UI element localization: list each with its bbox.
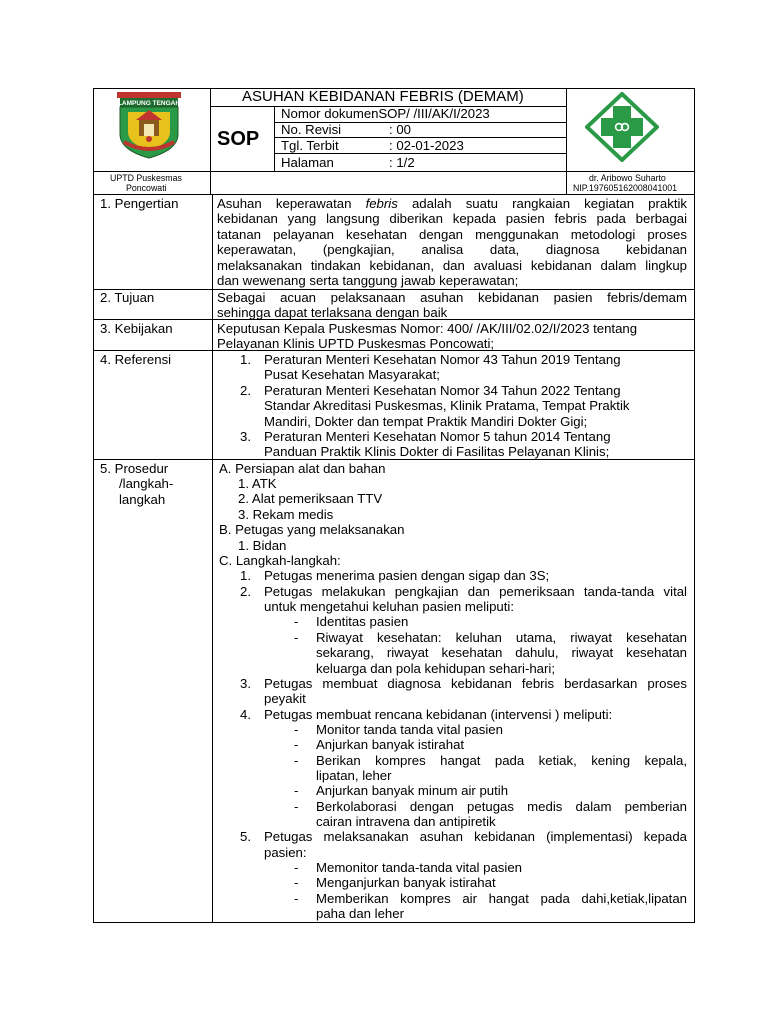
referensi-2-line-2: Standar Akreditasi Puskesmas, Klinik Pratama, Tempat Praktik (264, 398, 630, 413)
step-5-line-2: pasien: (264, 845, 307, 860)
step-4-bullet-5-line-2: cairan intravena dan antipiretik (316, 814, 496, 829)
kebijakan-line-2: Pelayanan Klinis UPTD Puskesmas Poncowati; (217, 336, 495, 351)
tujuan-line-2: sehingga dapat terlaksana dengan baik (217, 305, 448, 320)
step-2-line-2: untuk mengetahui keluhan pasien meliputi: (264, 599, 514, 614)
puskesmas-cross-icon (585, 92, 659, 162)
prosedur-c-heading: C. Langkah-langkah: (219, 553, 341, 568)
document-title: ASUHAN KEBIDANAN FEBRIS (DEMAM) (242, 88, 524, 105)
step-4-bullet-1: Monitor tanda tanda vital pasien (316, 722, 503, 737)
field-label-revisi: No. Revisi (281, 122, 342, 137)
referensi-num-2: 2. (240, 383, 251, 398)
section-label-prosedur-2: /langkah- (119, 476, 174, 491)
svg-text:LAMPUNG TENGAH: LAMPUNG TENGAH (117, 100, 181, 107)
step-5-bullet-1: Memonitor tanda-tanda vital pasien (316, 860, 522, 875)
step-5-bullet-3-line-2: paha dan leher (316, 906, 404, 921)
pengertian-line-3: tatanan pelayanan kesehatan dengan menggunakan metodologi proses (217, 227, 687, 242)
section-label-referensi: 4. Referensi (100, 352, 172, 367)
referensi-1-line-1: Peraturan Menteri Kesehatan Nomor 43 Tahun 2019 Tentang (264, 352, 621, 367)
step-2-bullet-2-line-3: keluarga dan pola kehidupan sehari-hari; (316, 661, 556, 676)
field-value-nomor: : SOP/ /III/AK/I/2023 (371, 106, 490, 121)
step-4-bullet-4: Anjurkan banyak minum air putih (316, 783, 509, 798)
pengertian-line-5: melaksanakan tindakan kebidanan, dan avaluasi kebidanan dalam lingkup (217, 258, 687, 273)
step-2-num: 2. (240, 584, 251, 599)
left-caption-line-2: Poncowati (126, 183, 167, 193)
kebijakan-line-1: Keputusan Kepala Puskesmas Nomor: 400/ /AK/III/02.02/I/2023 tentang (217, 321, 638, 336)
section-label-prosedur-1: 5. Prosedur (100, 461, 169, 476)
referensi-num-3: 3. (240, 429, 251, 444)
bullet-dash: - (294, 737, 299, 752)
step-4-bullet-3-line-2: lipatan, leher (316, 768, 392, 783)
referensi-2-line-3: Mandiri, Dokter dan tempat Praktik Mandiri Dokter Gigi; (264, 414, 588, 429)
step-2-bullet-1: Identitas pasien (316, 614, 409, 629)
signer-nip: NIP.197605162008041001 (573, 183, 678, 193)
step-3-line-2: peyakit (264, 691, 306, 706)
step-4-bullet-5-line-1: Berkolaborasi dengan petugas medis dalam pemberian (316, 799, 687, 814)
step-1-line-1: Petugas menerima pasien dengan sigap dan 3S; (264, 568, 550, 583)
step-4-bullet-2: Anjurkan banyak istirahat (316, 737, 465, 752)
section-label-pengertian: 1. Pengertian (100, 196, 179, 211)
step-5-bullet-2: Menganjurkan banyak istirahat (316, 875, 496, 890)
bullet-dash: - (294, 783, 299, 798)
pengertian-line-2: kebidanan yang langsung diberikan kepada pasien febris pada berbagai (217, 211, 687, 226)
tujuan-line-1: Sebagai acuan pelaksanaan asuhan kebidanan pasien febris/demam (217, 290, 687, 305)
step-1-num: 1. (240, 568, 251, 583)
field-value-revisi: : 00 (389, 122, 411, 137)
bullet-dash: - (294, 753, 299, 768)
field-label-halaman: Halaman (281, 155, 334, 170)
prosedur-a-item-1: 1. ATK (238, 476, 277, 491)
signer-name: dr. Aribowo Suharto (589, 173, 666, 183)
bullet-dash: - (294, 630, 299, 645)
step-5-bullet-3-line-1: Memberikan kompres air hangat pada dahi,ketiak,lipatan (316, 891, 687, 906)
step-4-num: 4. (240, 707, 251, 722)
regency-emblem-icon (114, 92, 184, 160)
step-4-bullet-3-line-1: Berikan kompres hangat pada ketiak, kening kepala, (316, 753, 687, 768)
referensi-num-1: 1. (240, 352, 251, 367)
bullet-dash: - (294, 722, 299, 737)
prosedur-b-item-1: 1. Bidan (238, 538, 287, 553)
section-label-kebijakan: 3. Kebijakan (100, 321, 173, 336)
sop-label: SOP (217, 128, 260, 150)
bullet-dash: - (294, 891, 299, 906)
step-2-bullet-2-line-2: sekarang, riwayat kesehatan dahulu, riwayat kesehatan (316, 645, 687, 660)
prosedur-a-item-3: 3. Rekam medis (238, 507, 334, 522)
referensi-3-line-1: Peraturan Menteri Kesehatan Nomor 5 tahun 2014 Tentang (264, 429, 611, 444)
step-2-bullet-2-line-1: Riwayat kesehatan: keluhan utama, riwayat kesehatan (316, 630, 687, 645)
section-label-tujuan: 2. Tujuan (100, 290, 155, 305)
step-5-line-1: Petugas melaksanakan asuhan kebidanan (implementasi) kepada (264, 829, 687, 844)
field-label-terbit: Tgl. Terbit (281, 138, 339, 153)
field-value-halaman: : 1/2 (389, 155, 415, 170)
referensi-2-line-1: Peraturan Menteri Kesehatan Nomor 34 Tahun 2022 Tentang (264, 383, 621, 398)
bullet-dash: - (294, 875, 299, 890)
pengertian-line-1: Asuhan keperawatan febris adalah suatu rangkaian kegiatan praktik (217, 196, 688, 211)
field-label-nomor: Nomor dokumen (281, 106, 379, 121)
puskesmas-logo (585, 92, 659, 162)
referensi-1-line-2: Pusat Kesehatan Masyarakat; (264, 367, 440, 382)
step-5-num: 5. (240, 829, 251, 844)
lampung-tengah-logo (114, 92, 184, 160)
prosedur-b-heading: B. Petugas yang melaksanakan (219, 522, 405, 537)
bullet-dash: - (294, 799, 299, 814)
step-2-line-1: Petugas melakukan pengkajian dan pemeriksaan tanda-tanda vital (264, 584, 687, 599)
pengertian-line-4: keperawatan, (pengkajian, analisa data, diagnosa kebidanan (217, 242, 687, 257)
section-label-prosedur-3: langkah (119, 492, 166, 507)
step-4-line-1: Petugas membuat rencana kebidanan (intervensi ) meliputi: (264, 707, 613, 722)
pengertian-line-6: dan wewenang serta tanggung jawab keperawatan; (217, 273, 519, 288)
referensi-3-line-2: Panduan Praktik Klinis Dokter di Fasilitas Pelayanan Klinis; (264, 444, 610, 459)
prosedur-a-heading: A. Persiapan alat dan bahan (219, 461, 386, 476)
step-3-num: 3. (240, 676, 251, 691)
field-value-terbit: : 02-01-2023 (389, 138, 464, 153)
prosedur-a-item-2: 2. Alat pemeriksaan TTV (238, 491, 383, 506)
bullet-dash: - (294, 860, 299, 875)
left-caption-line-1: UPTD Puskesmas (110, 173, 182, 183)
step-3-line-1: Petugas membuat diagnosa kebidanan febris berdasarkan proses (264, 676, 687, 691)
bullet-dash: - (294, 614, 299, 629)
